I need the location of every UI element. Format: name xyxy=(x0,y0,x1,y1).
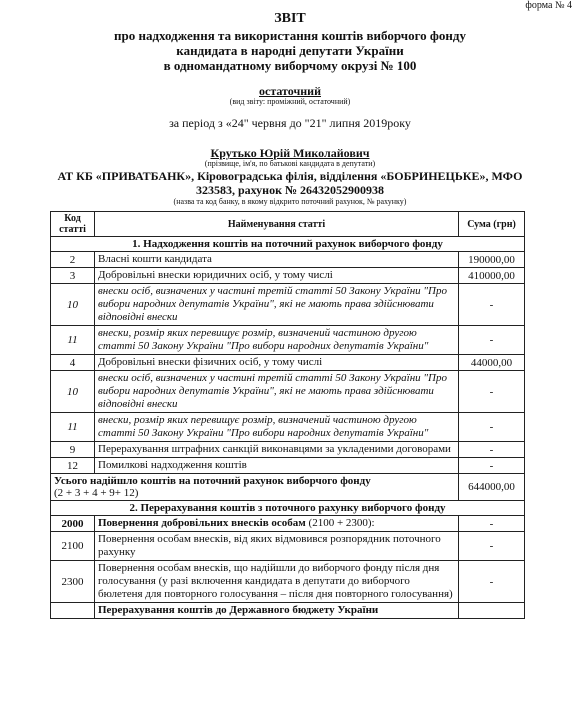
table-row xyxy=(51,413,525,442)
total-formula: (2 + 3 + 4 + 9+ 12) xyxy=(54,487,139,499)
row-amount: - xyxy=(459,442,525,458)
row-amount: - xyxy=(459,458,525,474)
row-code: 2100 xyxy=(51,532,95,561)
row-name xyxy=(95,516,459,532)
row-name: Повернення особам внесків, від яких відмовився розпорядник поточного рахунку xyxy=(95,532,459,561)
report-subtitle-line3: в одномандатному виборчому окрузі № 100 xyxy=(163,58,417,73)
row-name: Помилкові надходження коштів xyxy=(95,458,459,474)
bank-note: (назва та код банку, в якому відкрито поточний рахунок, № рахунку) xyxy=(173,197,407,206)
row-name: Добровільні внески фізичних осіб, у тому числі xyxy=(95,355,459,371)
row-amount: - xyxy=(459,284,525,326)
table-row xyxy=(51,561,525,603)
row-name: Повернення особам внесків, що надійшли до виборчого фонду після дня голосування (у разі включення кандидата в депутати до виборчого бюлетеня для повторного голосування – після дня повторного голосування) xyxy=(95,561,459,603)
finance-table xyxy=(50,211,525,619)
row-code: 2000 xyxy=(51,516,95,532)
table-row xyxy=(51,355,525,371)
table-row xyxy=(51,442,525,458)
table-row xyxy=(51,371,525,413)
table-row xyxy=(51,268,525,284)
table-row xyxy=(51,458,525,474)
row-amount: 44000,00 xyxy=(459,355,525,371)
form-number: форма № 4 xyxy=(525,0,572,11)
total-label-cell xyxy=(51,474,459,501)
row-amount: - xyxy=(459,561,525,603)
row-name-bold: Повернення добровільних внесків особам xyxy=(98,517,306,529)
row-amount: - xyxy=(459,326,525,355)
section-title: 2. Перерахування коштів з поточного рахунку виборчого фонду xyxy=(51,501,525,516)
section-header xyxy=(51,501,525,516)
row-code: 2300 xyxy=(51,561,95,603)
row-amount: 190000,00 xyxy=(459,252,525,268)
row-code: 9 xyxy=(51,442,95,458)
row-code xyxy=(51,603,95,619)
header-code: Код статті xyxy=(51,212,95,237)
row-name: Добровільні внески юридичних осіб, у тому числі xyxy=(95,268,459,284)
row-name: внески, розмір яких перевищує розмір, визначений частиною другою статті 50 Закону України "Про вибори народних депутатів України" xyxy=(95,326,459,355)
table-row xyxy=(51,284,525,326)
report-period: за період з «24" червня до "21" липня 2019року xyxy=(169,116,411,130)
row-code: 10 xyxy=(51,371,95,413)
row-name: Власні кошти кандидата xyxy=(95,252,459,268)
row-amount: - xyxy=(459,516,525,532)
report-type-note: (вид звіту: проміжний, остаточний) xyxy=(229,97,351,106)
bank-line1: АТ КБ «ПРИВАТБАНК», Кіровоградська філія, відділення «БОБРИНЕЦЬКЕ», МФО xyxy=(57,169,523,183)
row-name-rest: (2100 + 2300): xyxy=(305,517,375,529)
total-label: Усього надійшло коштів на поточний рахунок виборчого фонду xyxy=(54,475,371,487)
report-subtitle-line1: про надходження та використання коштів виборчого фонду xyxy=(114,28,466,43)
row-amount: - xyxy=(459,532,525,561)
row-amount: - xyxy=(459,413,525,442)
table-row xyxy=(51,532,525,561)
section-header xyxy=(51,237,525,252)
candidate-name: Крутько Юрій Миколайович xyxy=(210,146,370,160)
table-row xyxy=(51,326,525,355)
table-row xyxy=(51,516,525,532)
row-name: внески, розмір яких перевищує розмір, визначений частиною другою статті 50 Закону України "Про вибори народних депутатів України" xyxy=(95,413,459,442)
row-name: внески осіб, визначених у частині третій статті 50 Закону України "Про вибори народних депутатів України", які не мають права здійснювати відповідні внески xyxy=(95,371,459,413)
row-code: 3 xyxy=(51,268,95,284)
row-amount: 410000,00 xyxy=(459,268,525,284)
report-subtitle-line2: кандидата в народні депутати України xyxy=(176,43,404,58)
row-code: 11 xyxy=(51,326,95,355)
row-code: 4 xyxy=(51,355,95,371)
total-amount: 644000,00 xyxy=(459,474,525,501)
row-name: внески осіб, визначених у частині третій статті 50 Закону України "Про вибори народних депутатів України", які не мають права здійснювати відповідні внески xyxy=(95,284,459,326)
row-code: 2 xyxy=(51,252,95,268)
row-name: Перерахування штрафних санкцій виконавцями за укладеними договорами xyxy=(95,442,459,458)
candidate-note: (прізвище, ім'я, по батькові кандидата в депутати) xyxy=(204,159,376,168)
table-row xyxy=(51,252,525,268)
table-row-cutoff xyxy=(51,603,525,619)
row-code: 12 xyxy=(51,458,95,474)
report-title: ЗВІТ xyxy=(274,11,306,26)
header-name: Найменування статті xyxy=(95,212,459,237)
table-header-row xyxy=(51,212,525,237)
row-amount: - xyxy=(459,371,525,413)
total-row xyxy=(51,474,525,501)
report-type: остаточний xyxy=(259,84,321,98)
row-code: 11 xyxy=(51,413,95,442)
bank-line2: 323583, рахунок № 26432052900938 xyxy=(195,183,385,197)
header-amount: Сума (грн) xyxy=(459,212,525,237)
row-amount xyxy=(459,603,525,619)
row-name: Перерахування коштів до Державного бюджету України xyxy=(95,603,459,619)
section-title: 1. Надходження коштів на поточний рахунок виборчого фонду xyxy=(51,237,525,252)
row-code: 10 xyxy=(51,284,95,326)
